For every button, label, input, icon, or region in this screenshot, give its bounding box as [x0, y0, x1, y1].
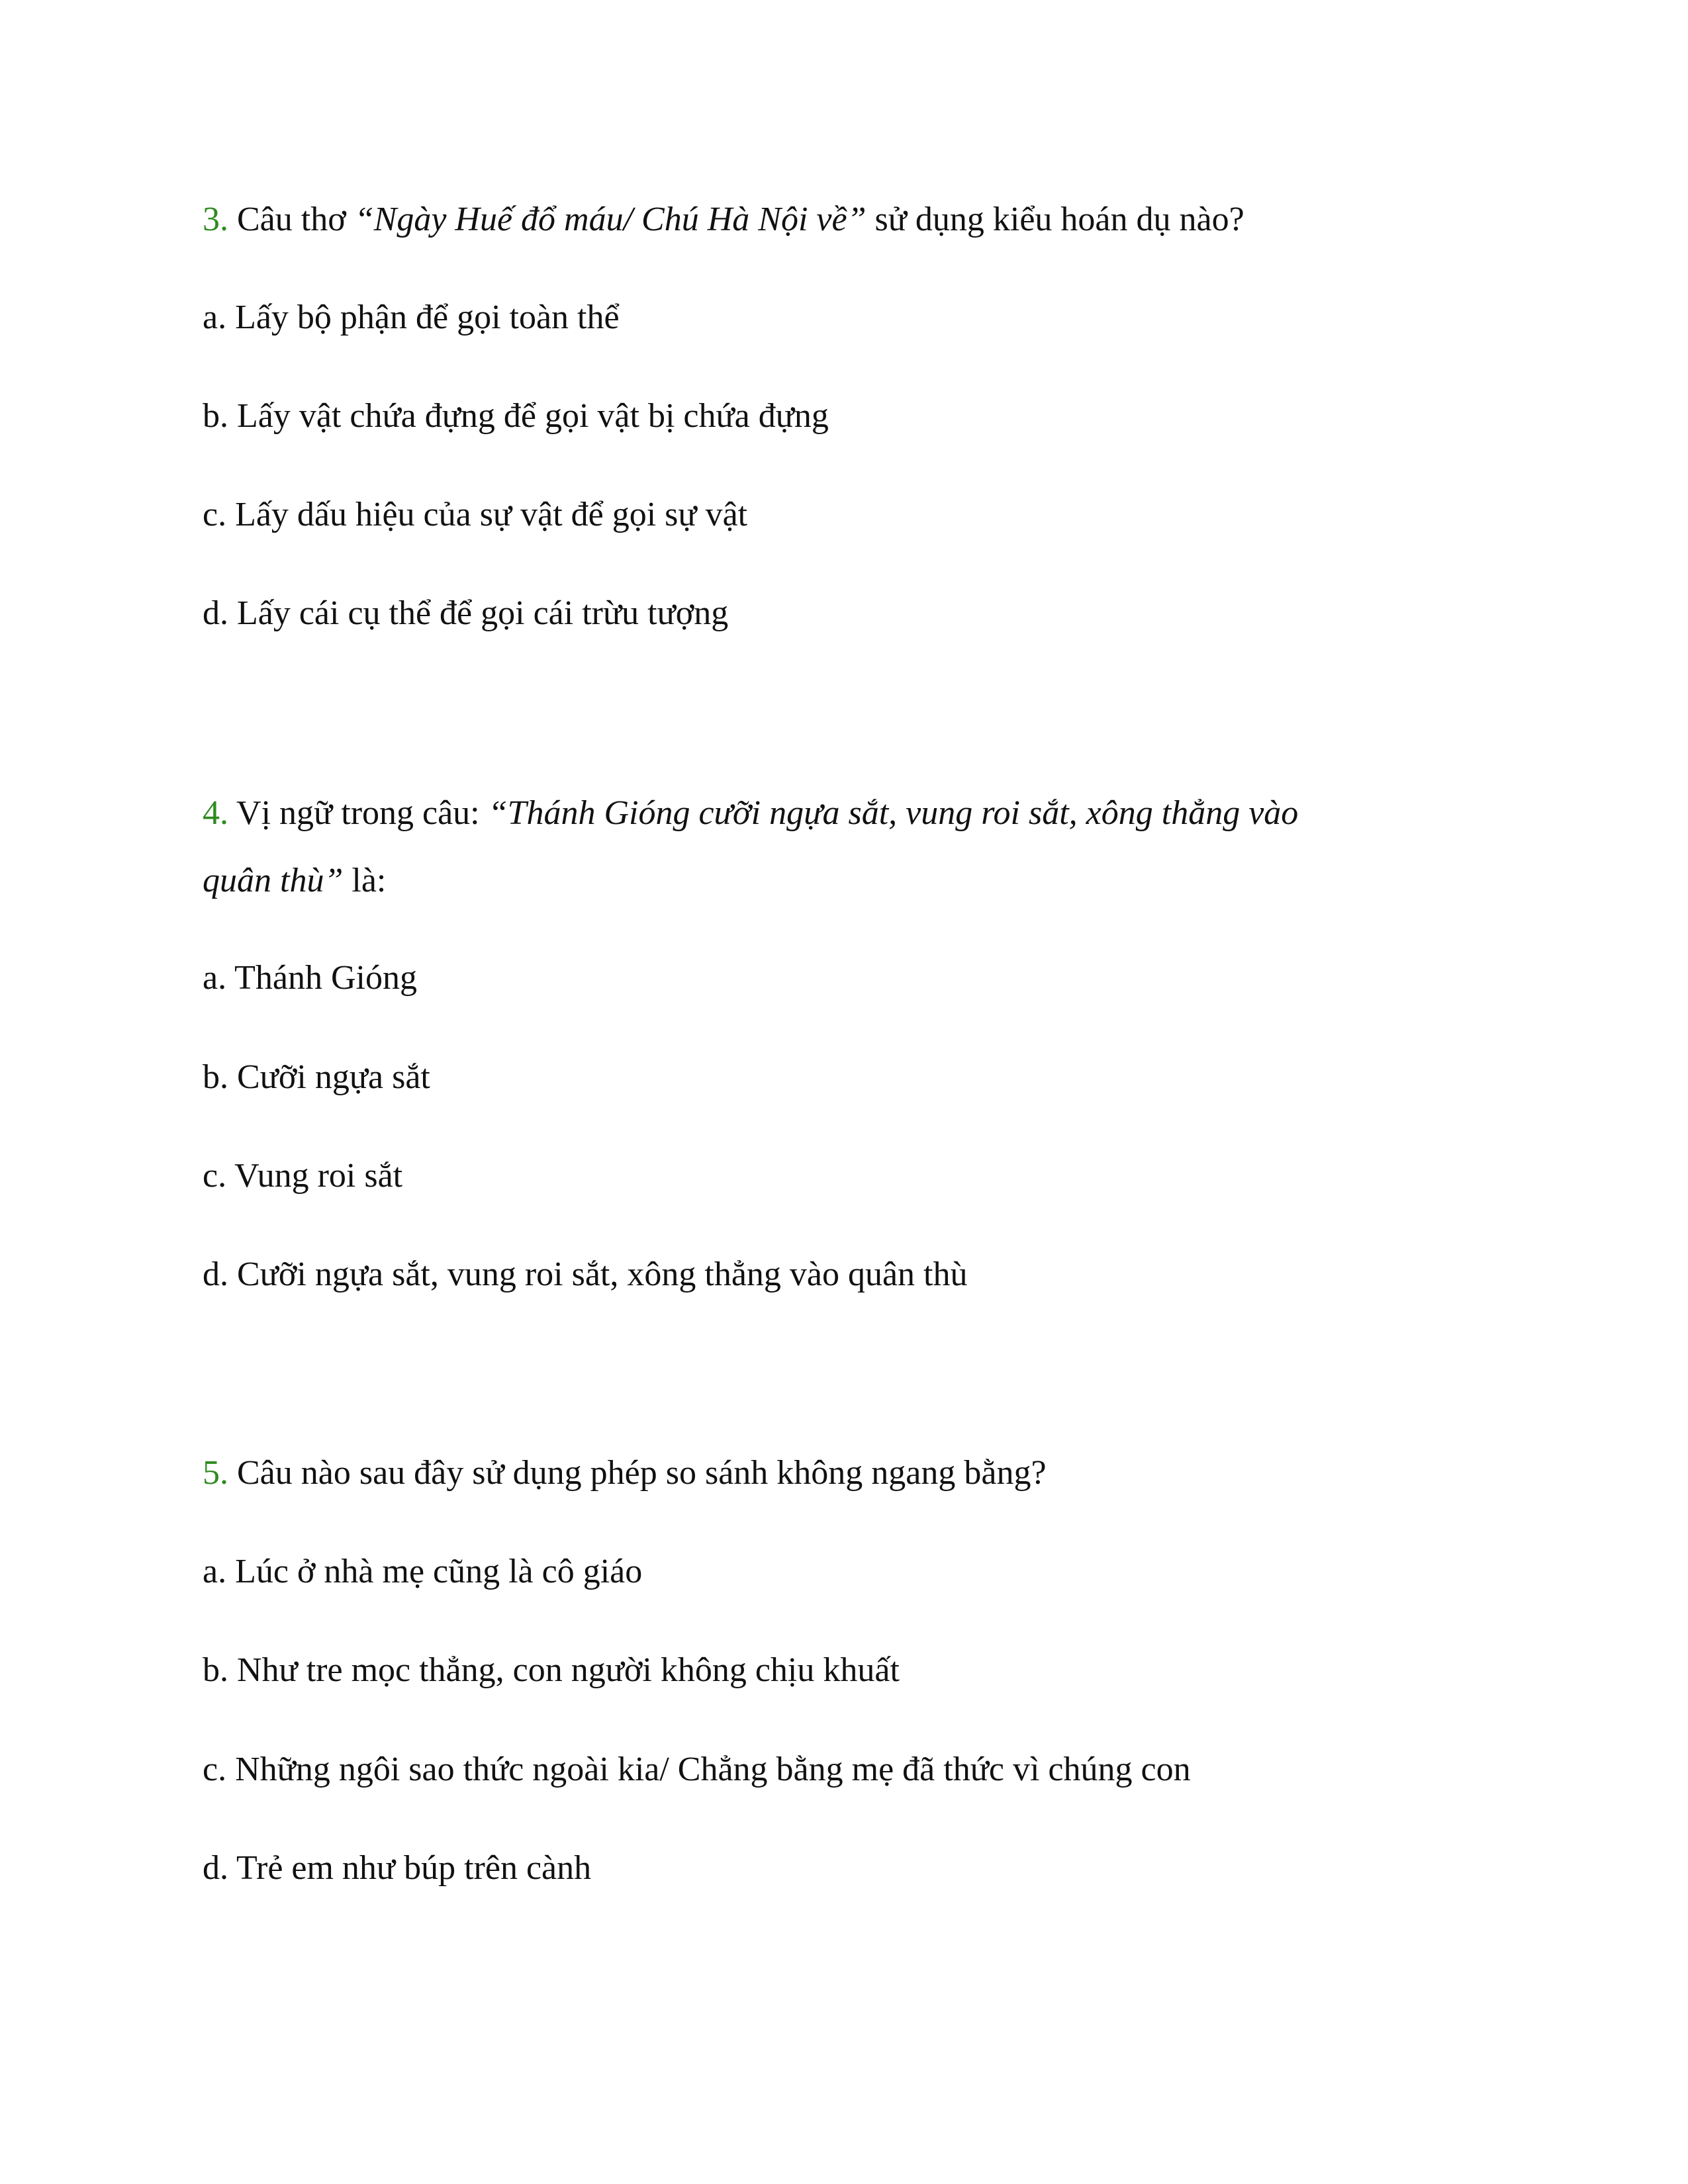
question-3-option-a: a. Lấy bộ phận để gọi toàn thể	[203, 298, 620, 336]
question-3-stem	[203, 199, 1244, 241]
question-3-option-b: b. Lấy vật chứa đựng để gọi vật bị chứa đựng	[203, 397, 829, 435]
question-3-option-d: d. Lấy cái cụ thể để gọi cái trừu tượng	[203, 594, 729, 632]
question-5-option-a: a. Lúc ở nhà mẹ cũng là cô giáo	[203, 1553, 643, 1590]
question-5-stem	[203, 1452, 1047, 1494]
question-4-option-d: d. Cưỡi ngựa sắt, vung roi sắt, xông thẳng vào quân thù	[203, 1255, 968, 1293]
question-3-stem-pre: Câu thơ	[228, 201, 355, 238]
question-4-stem-line2	[203, 860, 386, 902]
question-5-number: 5.	[203, 1454, 228, 1492]
question-4-number: 4.	[203, 794, 228, 832]
question-3-stem-post: sử dụng kiểu hoán dụ nào?	[866, 201, 1244, 238]
question-4-quote-line1: “Thánh Gióng cưỡi ngựa sắt, vung roi sắt, xông thẳng vào	[488, 794, 1299, 832]
question-4-option-b: b. Cưỡi ngựa sắt	[203, 1058, 430, 1096]
question-3-option-c: c. Lấy dấu hiệu của sự vật để gọi sự vật	[203, 496, 748, 533]
question-5-option-d: d. Trẻ em như búp trên cành	[203, 1849, 592, 1887]
question-3-number: 3.	[203, 201, 228, 238]
question-4-stem-pre: Vị ngữ trong câu:	[228, 794, 489, 832]
question-5-stem-pre: Câu nào sau đây sử dụng phép so sánh không ngang bằng?	[228, 1454, 1047, 1492]
question-3-quote: “Ngày Huế đổ máu/ Chú Hà Nội về”	[354, 201, 867, 238]
question-4-quote-line2: quân thù”	[203, 862, 344, 899]
question-5-option-c: c. Những ngôi sao thức ngoài kia/ Chẳng bằng mẹ đã thức vì chúng con	[203, 1751, 1191, 1788]
question-4-stem-post: là:	[343, 862, 387, 899]
question-4-option-a: a. Thánh Gióng	[203, 959, 417, 997]
question-4-option-c: c. Vung roi sắt	[203, 1157, 403, 1195]
question-4-stem-line1	[203, 792, 1298, 835]
question-5-option-b: b. Như tre mọc thẳng, con người không chịu khuất	[203, 1651, 900, 1689]
